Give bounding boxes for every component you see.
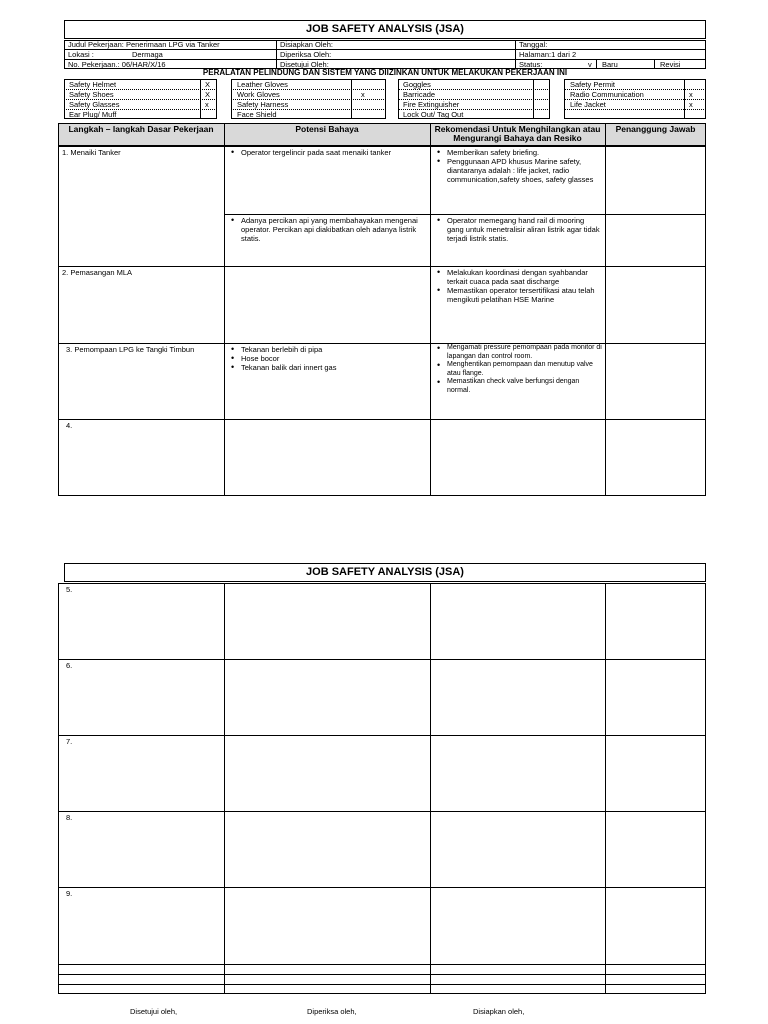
jsa-title-box-2 xyxy=(64,563,706,582)
step-1-hazard-a xyxy=(230,148,428,157)
status-baru: Baru xyxy=(602,60,618,69)
rec-item: • Memberikan safety briefing. xyxy=(447,148,602,157)
hazard-item: • Tekanan berlebih di pipa xyxy=(241,345,428,354)
ppe-grid xyxy=(64,79,706,119)
step-3: 3. Pemompaan LPG ke Tangki Timbun xyxy=(66,345,195,354)
tanggal: Tanggal: xyxy=(519,40,548,49)
sig-disiapkan: Disiapkan oleh, xyxy=(473,1007,525,1016)
ppe-lockout-tagout: Lock Out/ Tag Out xyxy=(403,110,464,119)
step-3-rec xyxy=(436,344,604,395)
disetujui-oleh: Disetujui Oleh: xyxy=(280,60,329,69)
status-mark: v xyxy=(588,60,592,69)
rec-item: • Memastikan check valve berfungsi dengan normal. xyxy=(447,378,604,395)
rec-item: • Menghentikan pemompaan dan menutup valve atau flange. xyxy=(447,361,604,378)
ppe-safety-glasses: Safety Glasses xyxy=(69,100,120,109)
jsa-title-2: JOB SAFETY ANALYSIS (JSA) xyxy=(306,566,464,578)
jsa-title: JOB SAFETY ANALYSIS (JSA) xyxy=(306,23,464,35)
rec-item: • Memastikan operator tersertifikasi atau telah mengikuti pelatihan HSE Marine xyxy=(447,286,602,304)
header-rekomendasi-2: Mengurangi Bahaya dan Resiko xyxy=(453,134,582,143)
step-2-rec xyxy=(436,268,602,304)
status-revisi: Revisi xyxy=(660,60,681,69)
ppe-safety-permit: Safety Permit xyxy=(570,80,616,89)
lokasi-label: Lokasi : xyxy=(68,50,94,59)
no-pekerjaan: No. Pekerjaan.: 06/HAR/X/16 xyxy=(68,60,166,69)
hazard-item: • Operator tergelincir pada saat menaiki tanker xyxy=(241,148,428,157)
jsa-title-box xyxy=(64,20,706,39)
step-1: 1. Menaiki Tanker xyxy=(62,148,121,157)
step-9: 9. xyxy=(66,889,73,898)
ppe-work-gloves: Work Gloves xyxy=(237,90,280,99)
ppe-ear-plug: Ear Plug/ Muff xyxy=(69,110,117,119)
ppe-radio-communication: Radio Communication xyxy=(570,90,644,99)
status: Status: xyxy=(519,60,543,69)
step-4: 4. xyxy=(66,421,73,430)
jsa-table-1 xyxy=(58,123,706,496)
hazard-item: • Tekanan balik dari innert gas xyxy=(241,363,428,372)
header-rekomendasi-1: Rekomendasi Untuk Menghilangkan atau xyxy=(434,125,601,134)
halaman: Halaman:1 dari 2 xyxy=(519,50,577,59)
lokasi-value: Dermaga xyxy=(132,50,163,59)
hazard-item: • Hose bocor xyxy=(241,354,428,363)
jsa-table-2 xyxy=(58,583,706,994)
judul-pekerjaan: Judul Pekerjaan: Penerimaan LPG via Tanker xyxy=(68,40,220,49)
step-1-rec-a xyxy=(436,148,602,184)
ppe-safety-glasses-mark: x xyxy=(205,100,209,109)
ppe-safety-helmet-mark: X xyxy=(205,80,211,89)
rec-item: • Operator memegang hand rail di mooring gang untuk menetralisir aliran listrik agar tidak terjadi listrik statis. xyxy=(447,216,602,243)
ppe-life-jacket-mark: x xyxy=(689,100,693,109)
ppe-safety-shoes-mark: X xyxy=(205,90,211,99)
ppe-life-jacket: Life Jacket xyxy=(570,100,606,109)
step-6: 6. xyxy=(66,661,73,670)
header-penanggung: Penanggung Jawab xyxy=(615,125,696,134)
step-8: 8. xyxy=(66,813,73,822)
rec-item: • Penggunaan APD khusus Marine safety, diantaranya adalah : life jacket, radio communication,safety shoes, safety glasses xyxy=(447,157,602,184)
step-3-hazard xyxy=(230,345,428,372)
ppe-work-gloves-mark: x xyxy=(361,90,365,99)
ppe-safety-shoes: Safety Shoes xyxy=(69,90,114,99)
ppe-radio-communication-mark: x xyxy=(689,90,693,99)
step-1-rec-b xyxy=(436,216,602,243)
disiapkan-oleh: Disiapkan Oleh: xyxy=(280,40,333,49)
step-2: 2. Pemasangan MLA xyxy=(62,268,133,277)
step-7: 7. xyxy=(66,737,73,746)
rec-item: • Mengamati pressure pemompaan pada monitor di lapangan dan control room. xyxy=(447,344,604,361)
ppe-safety-helmet: Safety Helmet xyxy=(69,80,117,89)
hazard-item: • Adanya percikan api yang membahayakan mengenai operator. Percikan api diakibatkan oleh adanya listrik statis. xyxy=(241,216,428,243)
ppe-face-shield: Face Shield xyxy=(237,110,277,119)
ppe-safety-harness: Safety Harness xyxy=(237,100,289,109)
rec-item: • Melakukan koordinasi dengan syahbandar terkait cuaca pada saat discharge xyxy=(447,268,602,286)
ppe-goggles: Goggles xyxy=(403,80,431,89)
step-1-hazard-b xyxy=(230,216,428,243)
ppe-leather-gloves: Leather Gloves xyxy=(237,80,288,89)
header-potensi: Potensi Bahaya xyxy=(295,125,359,134)
ppe-title: PERALATAN PELINDUNG DAN SISTEM YANG DIIZINKAN UNTUK MELAKUKAN PEKERJAAN INI xyxy=(202,68,568,77)
header-langkah: Langkah – langkah Dasar Pekerjaan xyxy=(68,125,214,134)
step-5: 5. xyxy=(66,585,73,594)
sig-disetujui: Disetujui oleh, xyxy=(130,1007,178,1016)
ppe-fire-extinguisher: Fire Extinguisher xyxy=(403,100,460,109)
sig-diperiksa: Diperiksa oleh, xyxy=(307,1007,357,1016)
diperiksa-oleh: Diperiksa Oleh: xyxy=(280,50,332,59)
ppe-barricade: Barricade xyxy=(403,90,436,99)
